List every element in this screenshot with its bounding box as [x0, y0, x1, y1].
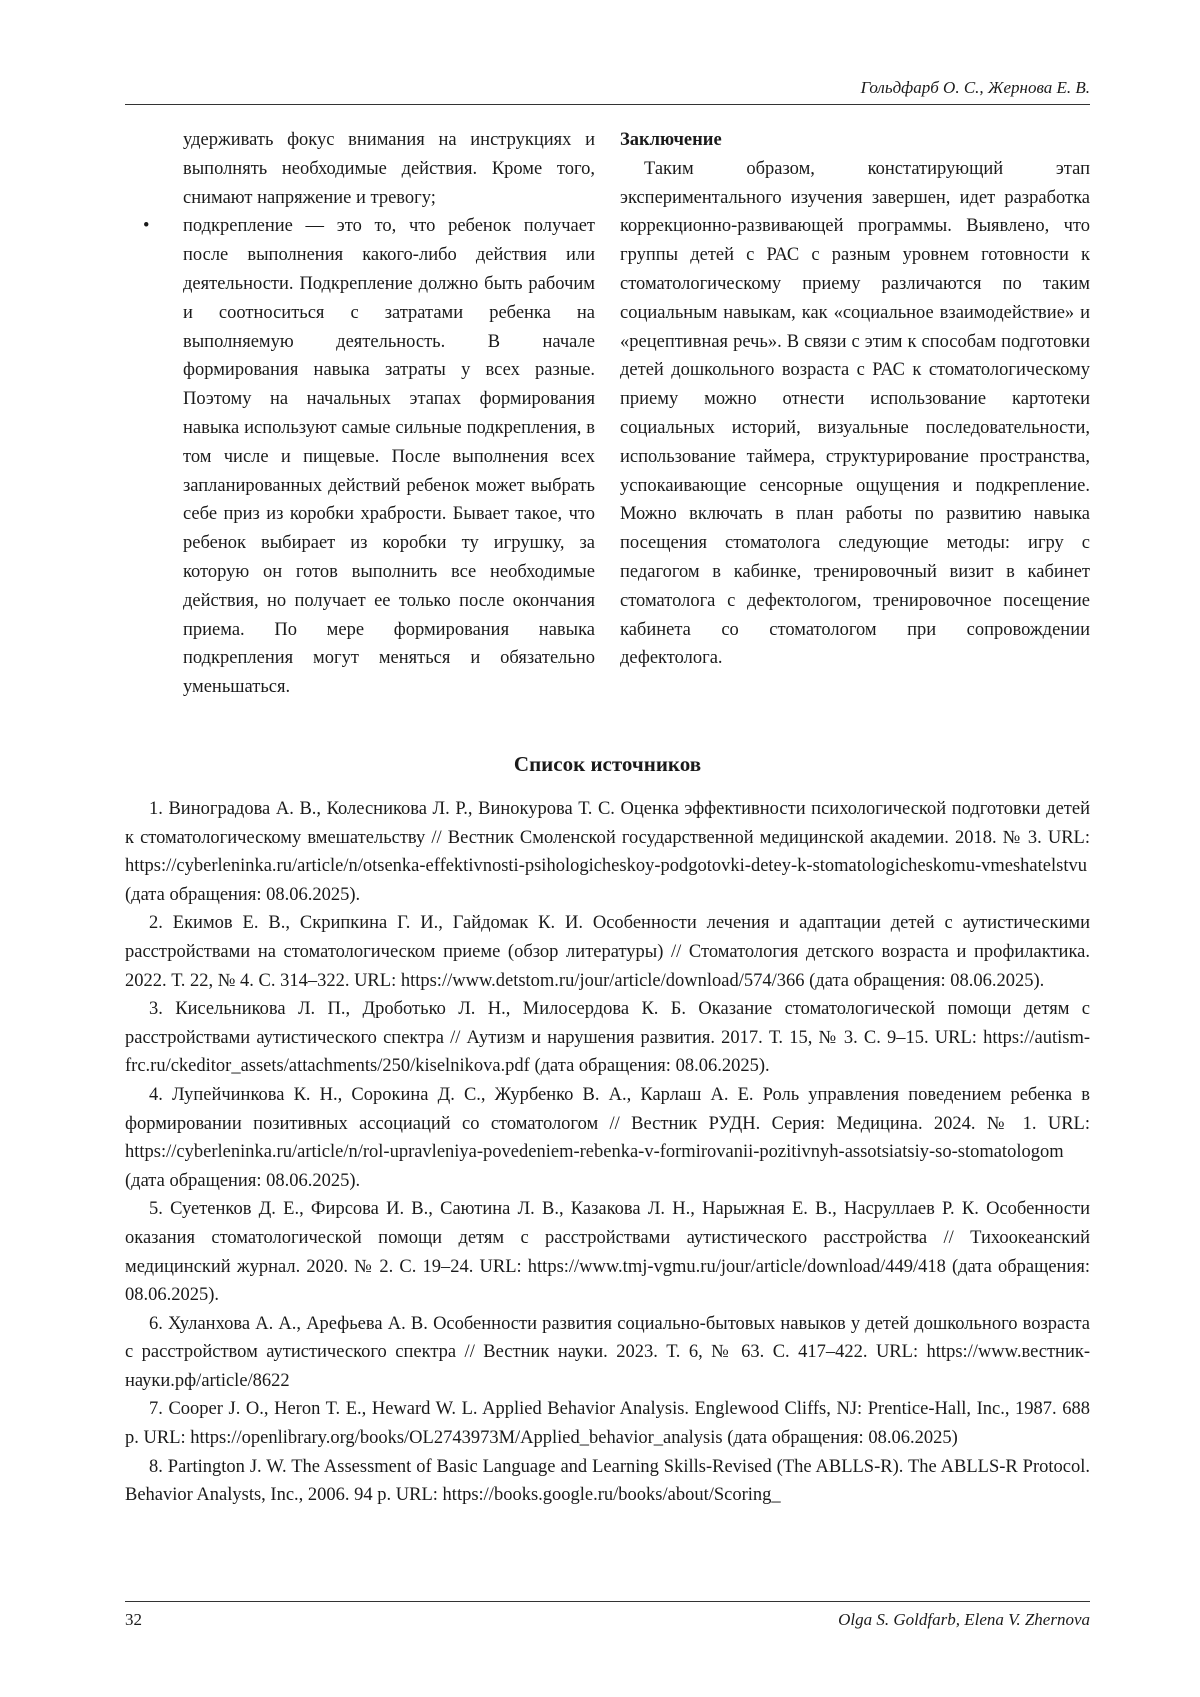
reference-item: 1. Виноградова А. В., Колесникова Л. Р., Винокурова Т. С. Оценка эффективности психологической подготовки детей к стоматологическому вмешательству // Вестник Смоленской государственной медицинской академии. 2018. № 3. URL: https://cyberleninka.ru/article/n/otsenka-effektivnosti-psihologicheskoy-podgotovki-detey-k-stomatologicheskomu-vmeshatelstvu (дата обращения: 08.06.2025). [125, 799, 1090, 905]
conclusion-text: Таким образом, констатирующий этап экспериментального изучения завершен, идет разработка коррекционно-развивающей программы. Выявлено, что группы детей с РАС с разным уровнем готовности к стоматологическому приему различаются по таким социальным навыкам, как «социальное взаимодействие» и «рецептивная речь». В связи с этим к способам подготовки детей дошкольного возраста с РАС к стоматологическому приему можно отнести использование картотеки социальных историй, визуальные последовательности, использование таймера, структурирование пространства, успокаивающие сенсорные ощущения и подкрепление. Можно включать в план работы по развитию навыка посещения стоматолога следующие методы: игру с педагогом в кабинке, тренировочный визит в кабинет стоматолога с дефектологом, тренировочное посещение кабинета со стоматологом при сопровождении дефектолога. [620, 158, 1090, 669]
bullet-text: подкрепление — это то, что ребенок получает после выполнения какого-либо действия или деятельности. Подкрепление должно быть рабочим и соотноситься с затратами ребенка на выполняемую деятельность. В начале формирования навыка затраты у всех разные. Поэтому на начальных этапах формирования навыка используют самые сильные подкрепления, в том числе и пищевые. После выполнения всех запланированных действий ребенок может выбрать себе приз из коробки храбрости. Бывает такое, что ребенок выбирает из коробки ту игрушку, за которую он готов выполнить все необходимые действия, но получает ее только после окончания приема. По мере формирования навыка подкрепления могут меняться и обязательно уменьшаться. [183, 216, 595, 698]
right-column [620, 126, 1090, 702]
reference-item: 2. Екимов Е. В., Скрипкина Г. И., Гайдомак К. И. Особенности лечения и адаптации детей с аутистическими расстройствами на стоматологическом приеме (обзор литературы) // Стоматология детского возраста и профилактика. 2022. Т. 22, № 4. С. 314–322. URL: https://www.detstom.ru/jour/article/download/574/366 (дата обращения: 08.06.2025). [125, 913, 1090, 991]
reference-item: 8. Partington J. W. The Assessment of Basic Language and Learning Skills-Revised (The ABLLS-R). The ABLLS-R Protocol. Behavior Analysts, Inc., 2006. 94 p. URL: https://books.google.ru/books/about/Scoring_ [125, 1456, 1090, 1506]
conclusion-heading: Заключение [620, 130, 722, 150]
footer-authors: Olga S. Goldfarb, Elena V. Zhernova [838, 1610, 1090, 1629]
reference-item: 3. Кисельникова Л. П., Дроботько Л. Н., Милосердова К. Б. Оказание стоматологической помощи детям с расстройствами аутистического спектра // Аутизм и нарушения развития. 2017. Т. 15, № 3. С. 9–15. URL: https://autism-frc.ru/ckeditor_assets/attachments/250/kiselnikova.pdf (дата обращения: 08.06.2025). [125, 999, 1090, 1077]
page-number: 32 [125, 1610, 142, 1629]
bullet-list-item [143, 212, 595, 702]
left-column-continuation: удерживать фокус внимания на инструкциях и выполнять необходимые действия. Кроме того, снимают напряжение и тревогу; [183, 130, 595, 208]
bullet-icon: • [143, 216, 150, 237]
references-list [125, 795, 1090, 1510]
reference-item: 5. Суетенков Д. Е., Фирсова И. В., Саютина Л. В., Казакова Л. Н., Нарыжная Е. В., Насруллаев Р. К. Особенности оказания стоматологической помощи детям с расстройствами аутистического расстройства // Тихоокеанский медицинский журнал. 2020. № 2. С. 19–24. URL: https://www.tmj-vgmu.ru/jour/article/download/449/418 (дата обращения: 08.06.2025). [125, 1199, 1090, 1306]
two-column-body [125, 126, 1090, 702]
left-column [125, 126, 595, 702]
references-title: Список источников [513, 752, 702, 776]
page-footer [125, 1601, 1090, 1630]
reference-item: 6. Хуланхова А. А., Арефьева А. В. Особенности развития социально-бытовых навыков у детей дошкольного возраста с расстройством аутистического спектра // Вестник науки. 2023. Т. 6, № 63. С. 417–422. URL: https://www.вестник-науки.рф/article/8622 [125, 1313, 1090, 1391]
running-head: Гольдфарб О. С., Жернова Е. В. [125, 78, 1090, 105]
reference-item: 4. Лупейчинкова К. Н., Сорокина Д. С., Журбенко В. А., Карлаш А. Е. Роль управления поведением ребенка в формировании позитивных ассоциаций со стоматологом // Вестник РУДН. Серия: Медицина. 2024. № 1. URL: https://cyberleninka.ru/article/n/rol-upravleniya-povedeniem-rebenka-v-formirovanii-pozitivnyh-assotsiatsiy-so-stomatologom (дата обращения: 08.06.2025). [125, 1084, 1090, 1191]
reference-item: 7. Cooper J. O., Heron T. E., Heward W. L. Applied Behavior Analysis. Englewood Cliffs, NJ: Prentice-Hall, Inc., 1987. 688 p. URL: https://openlibrary.org/books/OL2743973M/Applied_behavior_analysis (дата обращения: 08.06.2025) [125, 1399, 1090, 1449]
